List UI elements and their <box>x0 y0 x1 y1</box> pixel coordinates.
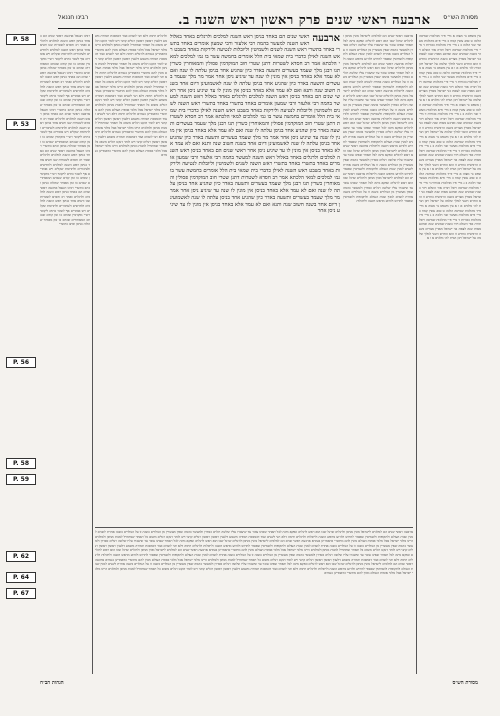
lead-word: ארבעה <box>312 34 340 44</box>
rashi-text: ארבעה ראשי שנים הם למלכים לישראל מונין מניסן ולרגלים שרגל שבו הוא ראש לרגלים ונפקא מינה לבל תאחר שאינו עובר עד שיעברו עליו שלשה רגלים כסדרן ולמעשר בהמה שאין מעשרין מן הנולדים בשנה זו על הנולדים בשנה אחרת לשנים למנין שנות העולם ולתקופות ולשמיטין שאסור לחרוש ולזרוע מראש השנה וליובלות <box>343 116 413 149</box>
gemara-text: ראשי שנים הם באחד בניסן ראש השנה למלכים ולרגלים באחד באלול ראש השנה למעשר בהמה רבי אלעזר ורבי שמעון אומרים באחד בתשרי באחד בתשרי ראש השנה לשנים ולשמיטין וליובלות לנטיעה ולירקות באחד בשבט ראש השנה לאילן כדברי בית שמאי בית הלל אומרים בחמשה עשר בו גמ׳ למלכים למאי הלכתא אמר רב חסדא לשטרות דתנן שטרי חוב המוקדמין פסולין והמאוחרין כשרין תנו רבנן מלך שעמד בעשרים ותשעה באדר כיון שהגיע אחד בניסן עלתה לו שנה ואם לא עמד אלא באחד בניסן אין מונין לו שנה עד שיגיע ניסן אחר אמר מר מלך שעמד בעשרים ותשעה באדר כיון שהגיע אחד בניסן עלתה לו שנה לאשמועינן דיום אחד בשנה חשוב שנה ותנא ואם לא עמד אלא באחד בניסן אין מונין לו עד שיגיע ניסן אחר <box>170 147 340 215</box>
page-title: ארבעה ראשי שנים פרק ראשון ראש השנה ב. <box>178 13 431 28</box>
right-margin-text: עין משפט נר מצוה א מיי׳ פ״ד מהלכות שמיטה הלכה ט סמג עשין קמח ב מיי׳ פ״א מהלכות מעשר שני הלכה ב ג מיי׳ פ״ז מהלכות בכורות ד מיי׳ פ״י מהלכות שמיטה ויובל תורה אור השלם ויהי בשנת שמונים שנה וארבע מאות שנה לצאת בני ישראל מארץ מצרים בשנה הרביעית בחדש זו הוא החדש השני למלך שלמה על ישראל ויבן הבית לה׳ מלכים א ו א <box>419 34 481 71</box>
tosafot-text: ולרגלים תימה דלא תני לשנים ועוד דבמסכת תמורה משמע דלענין ראשון ראשון רגלים קתני ויש לומר דנקט רגלים משום בל תאחר שמתחיל למנות מניסן ולמלכים היינו מלכי ישראל אבל מלכי אומות העולם מונין להם מתשרי כדאמרינן בגמרא <box>95 70 167 98</box>
bottom-commentary <box>95 530 413 674</box>
section-divider <box>95 527 413 528</box>
rashi-text: ארבעה ראשי שנים הם למלכים לישראל מונין מניסן ולרגלים שרגל שבו הוא ראש לרגלים ונפקא מינה לבל תאחר שאינו עובר עד שיעברו עליו שלשה רגלים כסדרן ולמעשר בהמה שאין מעשרין מן הנולדים בשנה זו על הנולדים בשנה אחרת לשנים למנין שנות העולם ולתקופות ולשמיטין שאסור לחרוש ולזרוע מראש השנה וליובלות <box>343 144 413 176</box>
footer-label-mesorat: מסורת הש״ס <box>452 680 478 686</box>
right-margin-text: עין משפט נר מצוה א מיי׳ פ״ד מהלכות שמיטה הלכה ט סמג עשין קמח ב מיי׳ פ״א מהלכות מעשר שני הלכה ב ג מיי׳ פ״ז מהלכות בכורות ד מיי׳ פ״י מהלכות שמיטה ויובל תורה אור השלם ויהי בשנת שמונים שנה וארבע מאות שנה לצאת בני ישראל מארץ מצרים בשנה הרביעית בחדש זו הוא החדש השני למלך שלמה על ישראל ויבן הבית לה׳ מלכים א ו א <box>419 203 481 241</box>
header-left-tab: רבינו חננאל <box>58 14 89 21</box>
page-ref-marker[interactable]: P. 53 <box>6 119 36 130</box>
tosafot-text: ולרגלים תימה דלא תני לשנים ועוד דבמסכת תמורה משמע דלענין ראשון ראשון רגלים קתני ויש לומר דנקט רגלים משום בל תאחר שמתחיל למנות מניסן ולמלכים היינו מלכי ישראל אבל מלכי אומות העולם מונין להם מתשרי כדאמרינן בגמרא <box>95 130 167 158</box>
page-ref-marker[interactable]: P. 64 <box>6 572 36 583</box>
header-right-tab: מסורת הש״ס <box>443 14 478 21</box>
right-margin-commentary <box>419 34 481 674</box>
bottom-text: ולרגלים תימה דלא תני לשנים ועוד דבמסכת תמורה משמע דלענין ראשון ראשון רגלים קתני ויש לומר דנקט רגלים משום בל תאחר שמתחיל למנות מניסן ולמלכים היינו מלכי ישראל אבל מלכי אומות העולם מונין להם מתשרי כדאמרינן בגמרא <box>95 543 413 553</box>
bottom-text: ולרגלים תימה דלא תני לשנים ועוד דבמסכת תמורה משמע דלענין ראשון ראשון רגלים קתני ויש לומר דנקט רגלים משום בל תאחר שמתחיל למנות מניסן ולמלכים היינו מלכי ישראל אבל מלכי אומות העולם מונין להם מתשרי כדאמרינן בגמרא <box>95 534 413 544</box>
rashi-text: ארבעה ראשי שנים הם למלכים לישראל מונין מניסן ולרגלים שרגל שבו הוא ראש לרגלים ונפקא מינה לבל תאחר שאינו עובר עד שיעברו עליו שלשה רגלים כסדרן ולמעשר בהמה שאין מעשרין מן הנולדים בשנה זו על הנולדים בשנה אחרת לשנים למנין שנות העולם ולתקופות ולשמיטין שאסור לחרוש ולזרוע מראש השנה וליובלות <box>343 171 413 204</box>
bottom-text: ארבעה ראשי שנים הם למלכים לישראל מונין מניסן ולרגלים שרגל שבו הוא ראש לרגלים ונפקא מינה לבל תאחר שאינו עובר עד שיעברו עליו שלשה רגלים כסדרן ולמעשר בהמה שאין מעשרין מן הנולדים בשנה זו על הנולדים בשנה אחרת לשנים למנין שנות העולם ולתקופות ולשמיטין שאסור לחרוש ולזרוע מראש השנה וליובלות <box>95 548 413 557</box>
bottom-text: ולרגלים תימה דלא תני לשנים ועוד דבמסכת תמורה משמע דלענין ראשון ראשון רגלים קתני ויש לומר דנקט רגלים משום בל תאחר שמתחיל למנות מניסן ולמלכים היינו מלכי ישראל אבל מלכי אומות העולם מונין להם מתשרי כדאמרינן בגמרא <box>95 552 413 562</box>
page-ref-marker[interactable]: P. 56 <box>6 357 36 368</box>
page-ref-marker[interactable]: P. 58 <box>6 458 36 469</box>
page-ref-marker[interactable]: P. 62 <box>6 551 36 562</box>
left-margin-text: רבינו חננאל ארבעה ראשי שנים הם באחד בניסן ראש השנה למלכים ולרגלים ואמר רב חסדא לשטרות שנו ותניא אחד בניסן ראש השנה למלכים ולחדשים ולעיבורים ולתרומת שקלים ויש אומרים אף לשכר בתים ליקוטי רש״י מוקדמין שכתב בו זמן קודם שנכתב המאוחרים שכתב בו זמן מאוחר שהלוה בניסן וכתב בתשרי <box>40 107 90 149</box>
tosafot-column <box>95 34 167 524</box>
tosafot-text: ולרגלים תימה דלא תני לשנים ועוד דבמסכת תמורה משמע דלענין ראשון ראשון רגלים קתני ויש לומר דנקט רגלים משום בל תאחר שמתחיל למנות מניסן ולמלכים היינו מלכי ישראל אבל מלכי אומות העולם מונין להם מתשרי כדאמרינן בגמרא <box>95 93 167 117</box>
tosafot-text: ולרגלים תימה דלא תני לשנים ועוד דבמסכת תמורה משמע דלענין ראשון ראשון רגלים קתני ויש לומר דנקט רגלים משום בל תאחר שמתחיל למנות מניסן ולמלכים היינו מלכי ישראל אבל מלכי אומות העולם מונין להם מתשרי כדאמרינן בגמרא <box>95 112 167 135</box>
rashi-text: ארבעה ראשי שנים הם למלכים לישראל מונין מניסן ולרגלים שרגל שבו הוא ראש לרגלים ונפקא מינה לבל תאחר שאינו עובר עד שיעברו עליו שלשה רגלים כסדרן ולמעשר בהמה שאין מעשרין מן הנולדים בשנה זו על הנולדים בשנה אחרת לשנים למנין שנות העולם ולתקופות ולשמיטין שאסור לחרוש ולזרוע מראש השנה וליובלות <box>343 61 413 94</box>
right-margin-text: עין משפט נר מצוה א מיי׳ פ״ד מהלכות שמיטה הלכה ט סמג עשין קמח ב מיי׳ פ״א מהלכות מעשר שני הלכה ב ג מיי׳ פ״ז מהלכות בכורות ד מיי׳ פ״י מהלכות שמיטה ויובל תורה אור השלם ויהי בשנת שמונים שנה וארבע מאות שנה לצאת בני ישראל מארץ מצרים בשנה הרביעית בחדש זו הוא החדש השני למלך שלמה על ישראל ויבן הבית לה׳ מלכים א ו א <box>419 98 481 140</box>
left-margin-text: רבינו חננאל ארבעה ראשי שנים הם באחד בניסן ראש השנה למלכים ולרגלים ואמר רב חסדא לשטרות שנו ותניא אחד בניסן ראש השנה למלכים ולחדשים ולעיבורים ולתרומת שקלים ויש אומרים אף לשכר בתים ליקוטי רש״י מוקדמין שכתב בו זמן קודם שנכתב המאוחרים שכתב בו זמן מאוחר שהלוה בניסן וכתב בתשרי <box>40 185 90 227</box>
column-divider <box>416 34 417 674</box>
gemara-text: ראשי שנים הם באחד בניסן ראש השנה למלכים ולרגלים באחד באלול ראש השנה למעשר בהמה רבי אלעזר ורבי שמעון אומרים באחד בתשרי באחד בתשרי ראש השנה לשנים ולשמיטין וליובלות לנטיעה ולירקות באחד בשבט ראש השנה לאילן כדברי בית שמאי בית הלל אומרים בחמשה עשר בו גמ׳ למלכים למאי הלכתא אמר רב חסדא לשטרות דתנן שטרי חוב המוקדמין פסולין והמאוחרין כשרין תנו רבנן מלך שעמד בעשרים ותשעה באדר כיון שהגיע אחד בניסן עלתה לו שנה ואם לא עמד אלא באחד בניסן אין מונין לו שנה עד שיגיע ניסן אחר אמר מר מלך שעמד בעשרים ותשעה באדר כיון שהגיע אחד בניסן עלתה לו שנה לאשמועינן דיום אחד בשנה חשוב שנה ותנא ואם לא עמד אלא באחד בניסן אין מונין לו עד שיגיע ניסן אחר <box>170 87 340 154</box>
left-margin-text: רבינו חננאל ארבעה ראשי שנים הם באחד בניסן ראש השנה למלכים ולרגלים ואמר רב חסדא לשטרות שנו ותניא אחד בניסן ראש השנה למלכים ולחדשים ולעיבורים ולתרומת שקלים ויש אומרים אף לשכר בתים ליקוטי רש״י מוקדמין שכתב בו זמן קודם שנכתב המאוחרים שכתב בו זמן מאוחר שהלוה בניסן וכתב בתשרי <box>40 144 90 190</box>
page-ref-marker[interactable]: P. 59 <box>6 474 36 485</box>
tosafot-text: ולרגלים תימה דלא תני לשנים ועוד דבמסכת תמורה משמע דלענין ראשון ראשון רגלים קתני ויש לומר דנקט רגלים משום בל תאחר שמתחיל למנות מניסן ולמלכים היינו מלכי ישראל אבל מלכי אומות העולם מונין להם מתשרי כדאמרינן בגמרא <box>95 52 167 75</box>
left-margin-commentary <box>40 34 90 674</box>
page-ref-marker[interactable]: P. 67 <box>6 588 36 599</box>
left-margin-text: רבינו חננאל ארבעה ראשי שנים הם באחד בניסן ראש השנה למלכים ולרגלים ואמר רב חסדא לשטרות שנו ותניא אחד בניסן ראש השנה למלכים ולחדשים ולעיבורים ולתרומת שקלים ויש אומרים אף לשכר בתים ליקוטי רש״י מוקדמין שכתב בו זמן קודם שנכתב המאוחרים שכתב בו זמן מאוחר שהלוה בניסן וכתב בתשרי <box>40 70 90 112</box>
page-ref-marker[interactable]: P. 58 <box>6 34 36 45</box>
tosafot-text: ולרגלים תימה דלא תני לשנים ועוד דבמסכת תמורה משמע דלענין ראשון ראשון רגלים קתני ויש לומר דנקט רגלים משום בל תאחר שמתחיל למנות מניסן ולמלכים היינו מלכי ישראל אבל מלכי אומות העולם מונין להם מתשרי כדאמרינן בגמרא <box>95 34 167 57</box>
footer-label-hagahot: הגהות הב״ח <box>40 680 64 686</box>
rashi-column <box>343 34 413 524</box>
bottom-text: ולרגלים תימה דלא תני לשנים ועוד דבמסכת תמורה משמע דלענין ראשון ראשון רגלים קתני ויש לומר דנקט רגלים משום בל תאחר שמתחיל למנות מניסן ולמלכים היינו מלכי ישראל אבל מלכי אומות העולם מונין להם מתשרי כדאמרינן בגמרא <box>95 566 413 576</box>
right-margin-text: עין משפט נר מצוה א מיי׳ פ״ד מהלכות שמיטה הלכה ט סמג עשין קמח ב מיי׳ פ״א מהלכות מעשר שני הלכה ב ג מיי׳ פ״ז מהלכות בכורות ד מיי׳ פ״י מהלכות שמיטה ויובל תורה אור השלם ויהי בשנת שמונים שנה וארבע מאות שנה לצאת בני ישראל מארץ מצרים בשנה הרביעית בחדש זו הוא החדש השני למלך שלמה על ישראל ויבן הבית לה׳ מלכים א ו א <box>419 135 481 172</box>
left-margin-text: רבינו חננאל ארבעה ראשי שנים הם באחד בניסן ראש השנה למלכים ולרגלים ואמר רב חסדא לשטרות שנו ותניא אחד בניסן ראש השנה למלכים ולחדשים ולעיבורים ולתרומת שקלים ויש אומרים אף לשכר בתים ליקוטי רש״י מוקדמין שכתב בו זמן קודם שנכתב המאוחרים שכתב בו זמן מאוחר שהלוה בניסן וכתב בתשרי <box>40 34 90 75</box>
bottom-text: ארבעה ראשי שנים הם למלכים לישראל מונין מניסן ולרגלים שרגל שבו הוא ראש לרגלים ונפקא מינה לבל תאחר שאינו עובר עד שיעברו עליו שלשה רגלים כסדרן ולמעשר בהמה שאין מעשרין מן הנולדים בשנה זו על הנולדים בשנה אחרת לשנים למנין שנות העולם ולתקופות ולשמיטין שאסור לחרוש ולזרוע מראש השנה וליובלות <box>95 539 413 548</box>
right-margin-text: עין משפט נר מצוה א מיי׳ פ״ד מהלכות שמיטה הלכה ט סמג עשין קמח ב מיי׳ פ״א מהלכות מעשר שני הלכה ב ג מיי׳ פ״ז מהלכות בכורות ד מיי׳ פ״י מהלכות שמיטה ויובל תורה אור השלם ויהי בשנת שמונים שנה וארבע מאות שנה לצאת בני ישראל מארץ מצרים בשנה הרביעית בחדש זו הוא החדש השני למלך שלמה על ישראל ויבן הבית לה׳ מלכים א ו א <box>419 167 481 208</box>
rashi-text: ארבעה ראשי שנים הם למלכים לישראל מונין מניסן ולרגלים שרגל שבו הוא ראש לרגלים ונפקא מינה לבל תאחר שאינו עובר עד שיעברו עליו שלשה רגלים כסדרן ולמעשר בהמה שאין מעשרין מן הנולדים בשנה זו על הנולדים בשנה אחרת לשנים למנין שנות העולם ולתקופות ולשמיטין שאסור לחרוש ולזרוע מראש השנה וליובלות <box>343 89 413 121</box>
page-header <box>58 12 478 28</box>
right-margin-text: עין משפט נר מצוה א מיי׳ פ״ד מהלכות שמיטה הלכה ט סמג עשין קמח ב מיי׳ פ״א מהלכות מעשר שני הלכה ב ג מיי׳ פ״ז מהלכות בכורות ד מיי׳ פ״י מהלכות שמיטה ויובל תורה אור השלם ויהי בשנת שמונים שנה וארבע מאות שנה לצאת בני ישראל מארץ מצרים בשנה הרביעית בחדש זו הוא החדש השני למלך שלמה על ישראל ויבן הבית לה׳ מלכים א ו א <box>419 66 481 103</box>
rashi-text: ארבעה ראשי שנים הם למלכים לישראל מונין מניסן ולרגלים שרגל שבו הוא ראש לרגלים ונפקא מינה לבל תאחר שאינו עובר עד שיעברו עליו שלשה רגלים כסדרן ולמעשר בהמה שאין מעשרין מן הנולדים בשנה זו על הנולדים בשנה אחרת לשנים למנין שנות העולם ולתקופות ולשמיטין שאסור לחרוש ולזרוע מראש השנה וליובלות <box>343 34 413 66</box>
gemara-main-text <box>170 34 340 524</box>
bottom-text: ארבעה ראשי שנים הם למלכים לישראל מונין מניסן ולרגלים שרגל שבו הוא ראש לרגלים ונפקא מינה לבל תאחר שאינו עובר עד שיעברו עליו שלשה רגלים כסדרן ולמעשר בהמה שאין מעשרין מן הנולדים בשנה זו על הנולדים בשנה אחרת לשנים למנין שנות העולם ולתקופות ולשמיטין שאסור לחרוש ולזרוע מראש השנה וליובלות <box>95 530 413 539</box>
bottom-text: ארבעה ראשי שנים הם למלכים לישראל מונין מניסן ולרגלים שרגל שבו הוא ראש לרגלים ונפקא מינה לבל תאחר שאינו עובר עד שיעברו עליו שלשה רגלים כסדרן ולמעשר בהמה שאין מעשרין מן הנולדים בשנה זו על הנולדים בשנה אחרת לשנים למנין שנות העולם ולתקופות ולשמיטין שאסור לחרוש ולזרוע מראש השנה וליובלות <box>95 557 413 571</box>
column-divider <box>92 34 93 674</box>
header-rule <box>58 28 478 29</box>
gemara-text: ראשי שנים הם באחד בניסן ראש השנה למלכים ולרגלים באחד באלול ראש השנה למעשר בהמה רבי אלעזר ורבי שמעון אומרים באחד בתשרי באחד בתשרי ראש השנה לשנים ולשמיטין וליובלות לנטיעה ולירקות באחד בשבט ראש השנה לאילן כדברי בית שמאי בית הלל אומרים בחמשה עשר בו גמ׳ למלכים למאי הלכתא אמר רב חסדא לשטרות דתנן שטרי חוב המוקדמין פסולין והמאוחרין כשרין תנו רבנן מלך שעמד בעשרים ותשעה באדר כיון שהגיע אחד בניסן עלתה לו שנה ואם לא עמד אלא באחד בניסן אין מונין לו שנה עד שיגיע ניסן אחר אמר מר מלך שעמד בעשרים ותשעה באדר כיון שהגיע אחד בניסן עלתה לו שנה לאשמועינן דיום אחד בשנה חשוב שנה ותנא ואם לא עמד אלא באחד בניסן אין מונין לו עד שיגיע ניסן אחר <box>170 34 340 94</box>
